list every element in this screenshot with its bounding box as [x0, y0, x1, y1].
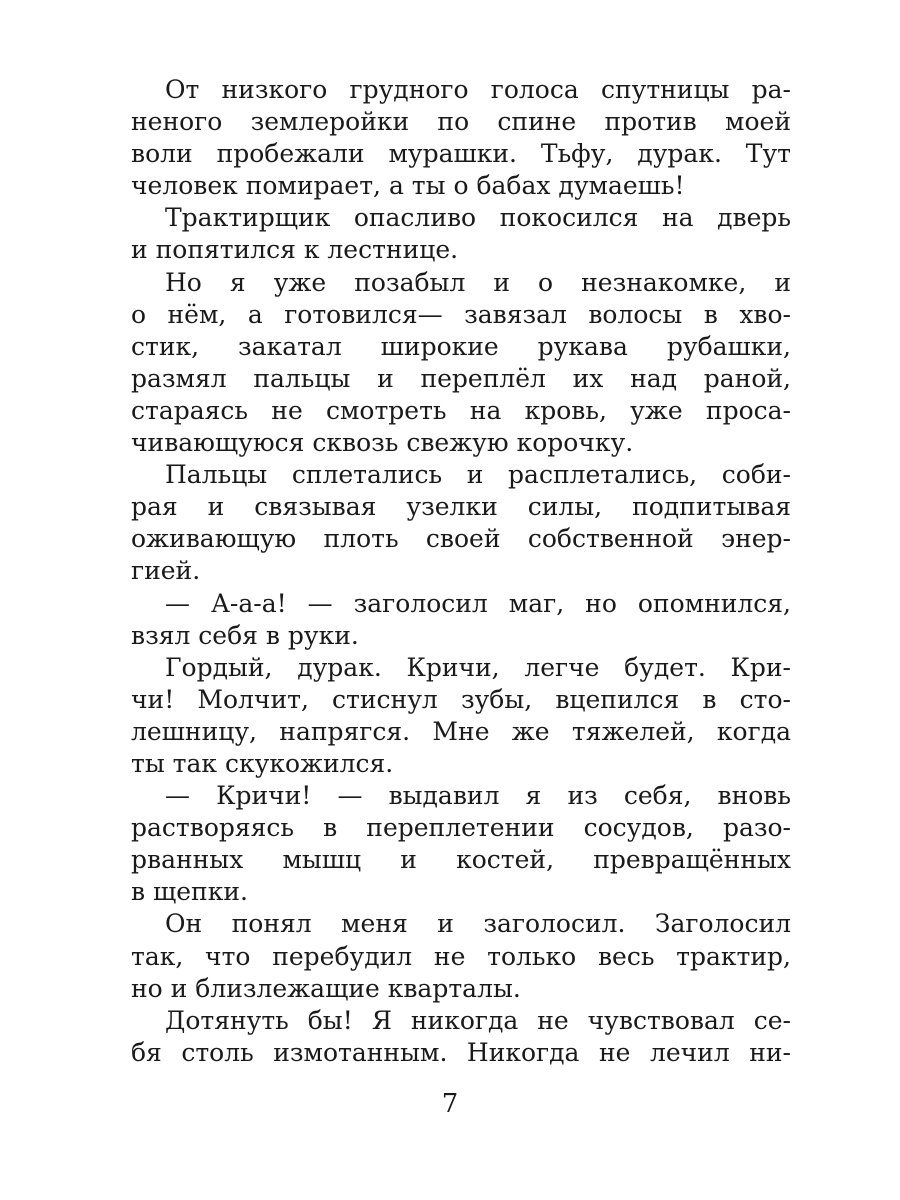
- paragraph: [131, 74, 791, 202]
- text-line: Гордый, дурак. Кричи, легче будет. Кри-: [165, 652, 791, 682]
- paragraph: [131, 459, 791, 587]
- paragraph: [131, 780, 791, 908]
- text-line: ты так скукожился.: [131, 748, 394, 778]
- text-line: но и близлежащие кварталы.: [131, 973, 521, 1003]
- text-line: о нём, а готовился— завязал волосы в хво-: [131, 299, 791, 329]
- paragraph: [131, 588, 791, 652]
- paragraph: [131, 908, 791, 1004]
- text-line: неного землеройки по спине против моей: [131, 107, 791, 137]
- text-line: — А-а-а! — заголосил маг, но опомнился,: [165, 588, 791, 618]
- text-line: растворяясь в переплетении сосудов, разо-: [131, 813, 791, 843]
- page-number: 7: [441, 1089, 459, 1119]
- paragraph: [131, 202, 791, 266]
- text-line: так, что перебудил не только весь трактир,: [131, 941, 791, 971]
- text-line: гией.: [131, 556, 201, 586]
- paragraph: [131, 1005, 791, 1069]
- text-line: бя столь измотанным. Никогда не лечил ни-: [131, 1037, 791, 1067]
- text-line: Но я уже позабыл и о незнакомке, и: [165, 267, 791, 297]
- text-line: человек помирает, а ты о бабах думаешь!: [131, 171, 685, 201]
- text-line: чи! Молчит, стиснул зубы, вцепился в сто-: [131, 684, 791, 714]
- text-line: рая и связывая узелки силы, подпитывая: [131, 492, 791, 522]
- text-line: Дотянуть бы! Я никогда не чувствовал се-: [165, 1005, 791, 1035]
- text-line: Трактирщик опасливо покосился на дверь: [165, 203, 791, 233]
- paragraph: [131, 267, 791, 460]
- text-line: оживающую плоть своей собственной энер-: [131, 524, 791, 554]
- text-line: От низкого грудного голоса спутницы ра-: [165, 75, 791, 104]
- text-line: Он понял меня и заголосил. Заголосил: [165, 909, 791, 939]
- text-line: воли пробежали мурашки. Тьфу, дурак. Тут: [131, 139, 791, 169]
- body-text: [131, 74, 791, 1069]
- text-line: размял пальцы и переплёл их над раной,: [131, 363, 791, 393]
- text-line: и попятился к лестнице.: [131, 235, 459, 265]
- text-line: в щепки.: [131, 877, 248, 907]
- text-line: Пальцы сплетались и расплетались, соби-: [165, 460, 791, 490]
- text-line: — Кричи! — выдавил я из себя, вновь: [165, 781, 791, 811]
- text-line: стик, закатал широкие рукава рубашки,: [131, 331, 791, 361]
- text-line: чивающуюся сквозь свежую корочку.: [131, 428, 634, 458]
- text-line: взял себя в руки.: [131, 620, 359, 650]
- text-line: лешницу, напрягся. Мне же тяжелей, когда: [131, 716, 791, 746]
- paragraph: [131, 652, 791, 780]
- text-line: стараясь не смотреть на кровь, уже проса-: [131, 395, 791, 425]
- text-line: рванных мышц и костей, превращённых: [131, 845, 791, 875]
